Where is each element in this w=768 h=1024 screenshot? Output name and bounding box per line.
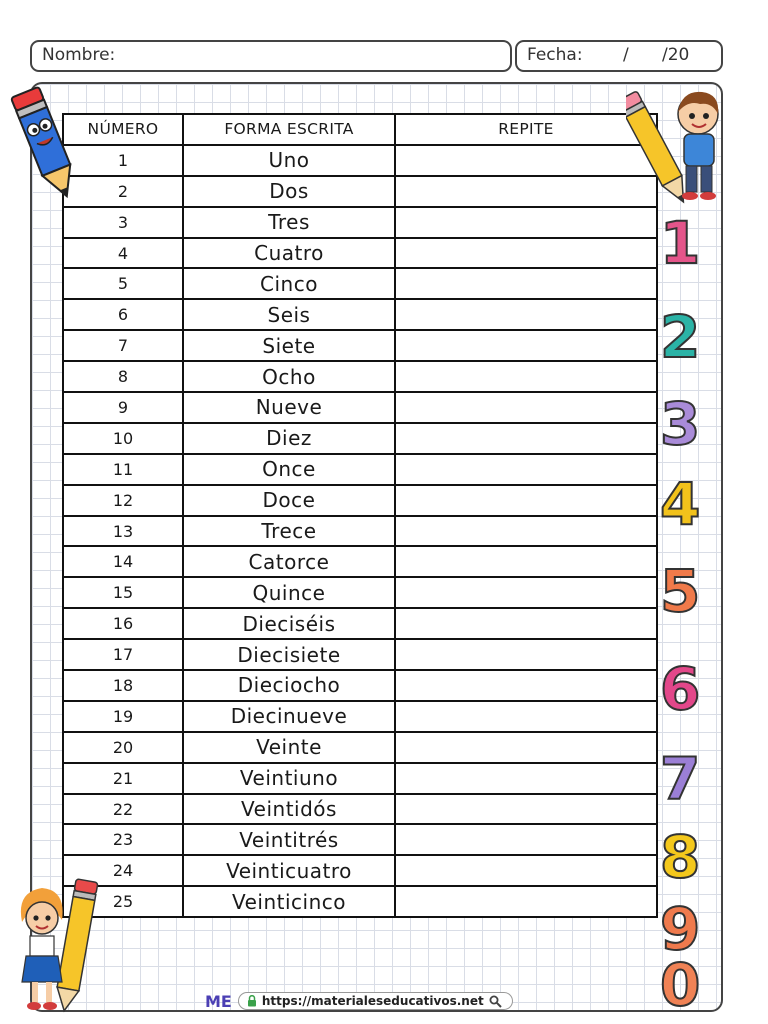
row-number: 17 [63, 639, 183, 670]
row-written-form: Veintiuno [183, 763, 395, 794]
table-row [63, 454, 657, 485]
decorative-digit-2: 2 [660, 303, 701, 371]
decorative-digit-9: 9 [660, 895, 701, 963]
row-written-form: Cinco [183, 268, 395, 299]
row-written-form: Siete [183, 330, 395, 361]
row-written-form: Veinticinco [183, 886, 395, 917]
table-row [63, 485, 657, 516]
decorative-digit-3: 3 [660, 390, 701, 458]
table-row [63, 268, 657, 299]
row-repeat-cell[interactable] [395, 855, 657, 886]
row-repeat-cell[interactable] [395, 361, 657, 392]
table-row [63, 238, 657, 269]
row-number: 10 [63, 423, 183, 454]
date-field[interactable] [515, 40, 723, 72]
table-row [63, 639, 657, 670]
decorative-digit-6: 6 [660, 655, 701, 723]
table-row [63, 176, 657, 207]
row-written-form: Diez [183, 423, 395, 454]
row-number: 5 [63, 268, 183, 299]
table-row [63, 577, 657, 608]
row-repeat-cell[interactable] [395, 207, 657, 238]
row-written-form: Quince [183, 577, 395, 608]
row-number: 13 [63, 516, 183, 547]
row-repeat-cell[interactable] [395, 639, 657, 670]
row-number: 1 [63, 145, 183, 176]
table-row [63, 855, 657, 886]
row-repeat-cell[interactable] [395, 546, 657, 577]
table-row [63, 763, 657, 794]
column-header-number: NÚMERO [63, 114, 183, 145]
table-header-row [63, 114, 657, 145]
row-number: 12 [63, 485, 183, 516]
row-repeat-cell[interactable] [395, 670, 657, 701]
row-repeat-cell[interactable] [395, 423, 657, 454]
table-row [63, 608, 657, 639]
row-written-form: Veinticuatro [183, 855, 395, 886]
row-written-form: Once [183, 454, 395, 485]
table-row [63, 546, 657, 577]
table-row [63, 824, 657, 855]
row-written-form: Trece [183, 516, 395, 547]
row-number: 14 [63, 546, 183, 577]
row-repeat-cell[interactable] [395, 268, 657, 299]
row-number: 22 [63, 794, 183, 825]
table-row [63, 423, 657, 454]
row-written-form: Doce [183, 485, 395, 516]
row-repeat-cell[interactable] [395, 763, 657, 794]
date-separator-day: / [623, 45, 629, 65]
row-repeat-cell[interactable] [395, 824, 657, 855]
boy-with-pencil-icon [626, 84, 726, 212]
row-number: 6 [63, 299, 183, 330]
row-number: 18 [63, 670, 183, 701]
row-written-form: Veinte [183, 732, 395, 763]
row-number: 7 [63, 330, 183, 361]
row-number: 21 [63, 763, 183, 794]
row-written-form: Cuatro [183, 238, 395, 269]
table-row [63, 392, 657, 423]
table-row [63, 886, 657, 917]
pencil-mascot-icon [10, 82, 82, 204]
decorative-digit-8: 8 [660, 823, 701, 891]
table-row [63, 794, 657, 825]
row-written-form: Veintidós [183, 794, 395, 825]
row-repeat-cell[interactable] [395, 516, 657, 547]
row-repeat-cell[interactable] [395, 454, 657, 485]
name-label: Nombre: [42, 45, 116, 65]
row-repeat-cell[interactable] [395, 392, 657, 423]
row-number: 23 [63, 824, 183, 855]
row-number: 24 [63, 855, 183, 886]
row-repeat-cell[interactable] [395, 701, 657, 732]
name-field[interactable] [30, 40, 512, 72]
table-row [63, 732, 657, 763]
date-label: Fecha: [527, 45, 583, 65]
column-header-written-form: FORMA ESCRITA [183, 114, 395, 145]
row-written-form: Catorce [183, 546, 395, 577]
row-written-form: Uno [183, 145, 395, 176]
table-row [63, 330, 657, 361]
table-row [63, 701, 657, 732]
row-repeat-cell[interactable] [395, 145, 657, 176]
row-written-form: Seis [183, 299, 395, 330]
row-number: 16 [63, 608, 183, 639]
row-written-form: Nueve [183, 392, 395, 423]
row-repeat-cell[interactable] [395, 732, 657, 763]
column-header-repeat: REPITE [395, 114, 657, 145]
row-repeat-cell[interactable] [395, 608, 657, 639]
row-number: 8 [63, 361, 183, 392]
row-number: 19 [63, 701, 183, 732]
site-logo: ME [205, 991, 232, 1011]
date-separator-year: /20 [662, 45, 690, 65]
row-written-form: Veintitrés [183, 824, 395, 855]
girl-with-pencil-icon [8, 878, 104, 1014]
decorative-digit-0: 0 [660, 951, 701, 1019]
row-number: 25 [63, 886, 183, 917]
table-row [63, 299, 657, 330]
table-row [63, 361, 657, 392]
row-written-form: Dieciocho [183, 670, 395, 701]
site-url: https://materialeseducativos.net [261, 994, 484, 1008]
table-row [63, 516, 657, 547]
table-row [63, 207, 657, 238]
row-written-form: Dos [183, 176, 395, 207]
site-url-badge[interactable] [238, 992, 513, 1010]
row-number: 15 [63, 577, 183, 608]
row-written-form: Tres [183, 207, 395, 238]
table-row [63, 145, 657, 176]
row-repeat-cell[interactable] [395, 485, 657, 516]
decorative-digit-5: 5 [660, 557, 701, 625]
decorative-digit-7: 7 [660, 745, 701, 813]
row-written-form: Diecinueve [183, 701, 395, 732]
row-number: 2 [63, 176, 183, 207]
row-repeat-cell[interactable] [395, 577, 657, 608]
row-number: 11 [63, 454, 183, 485]
numbers-table [62, 113, 658, 918]
footer [205, 990, 513, 1012]
row-repeat-cell[interactable] [395, 794, 657, 825]
decorative-digit-4: 4 [660, 470, 701, 538]
magnifier-icon [489, 995, 502, 1008]
row-number: 3 [63, 207, 183, 238]
row-repeat-cell[interactable] [395, 330, 657, 361]
decorative-digit-1: 1 [660, 209, 701, 277]
lock-icon [247, 995, 257, 1007]
row-repeat-cell[interactable] [395, 238, 657, 269]
row-number: 4 [63, 238, 183, 269]
row-repeat-cell[interactable] [395, 176, 657, 207]
table-row [63, 670, 657, 701]
row-number: 20 [63, 732, 183, 763]
row-written-form: Dieciséis [183, 608, 395, 639]
row-written-form: Diecisiete [183, 639, 395, 670]
row-written-form: Ocho [183, 361, 395, 392]
row-number: 9 [63, 392, 183, 423]
row-repeat-cell[interactable] [395, 299, 657, 330]
row-repeat-cell[interactable] [395, 886, 657, 917]
